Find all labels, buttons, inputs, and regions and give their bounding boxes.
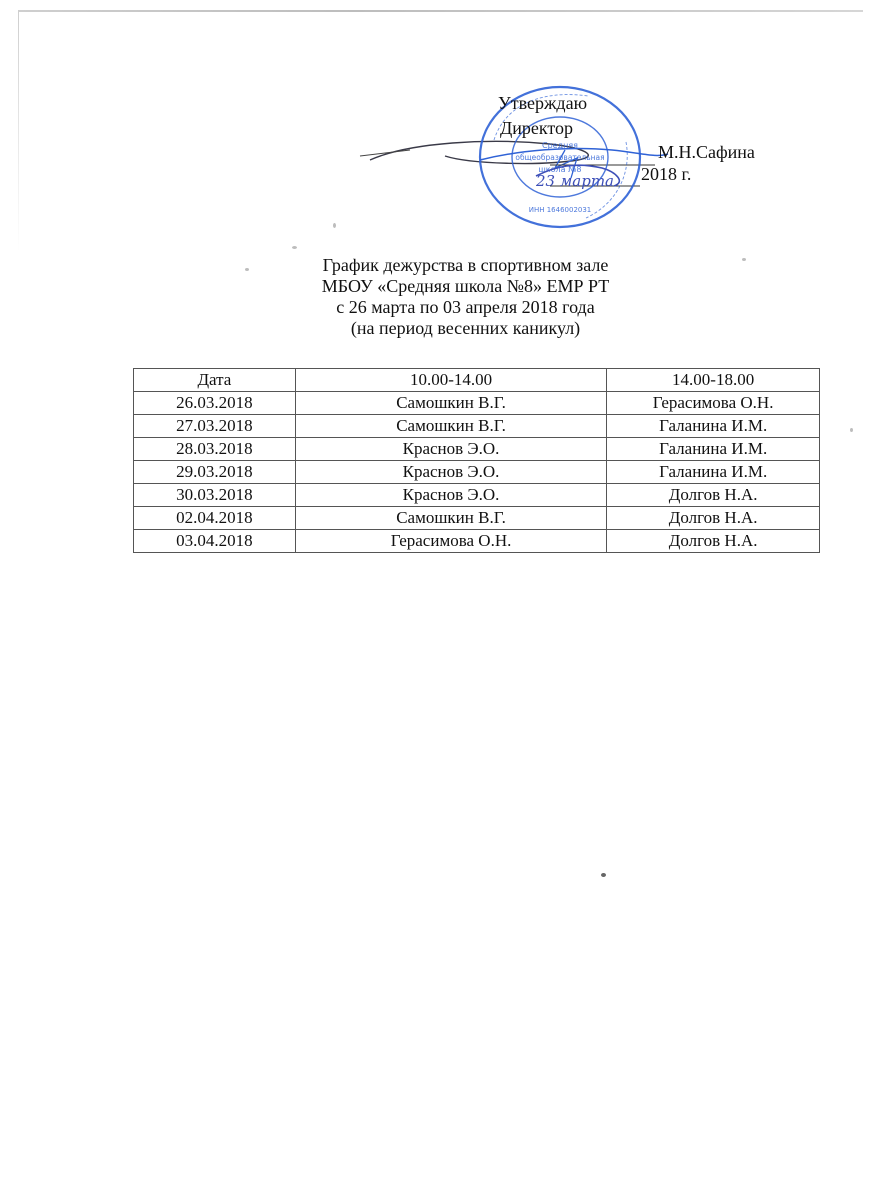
- cell-afternoon-duty: Галанина И.М.: [607, 461, 820, 484]
- cell-date: 29.03.2018: [134, 461, 296, 484]
- table-header-row: [134, 369, 820, 392]
- cell-afternoon-duty: Галанина И.М.: [607, 438, 820, 461]
- cell-afternoon-duty: Долгов Н.А.: [607, 507, 820, 530]
- cell-morning-duty: Краснов Э.О.: [295, 484, 606, 507]
- title-line-2: МБОУ «Средняя школа №8» ЕМР РТ: [321, 276, 610, 296]
- cell-afternoon-duty: Долгов Н.А.: [607, 484, 820, 507]
- scan-speck: [333, 223, 336, 228]
- cell-date: 02.04.2018: [134, 507, 296, 530]
- cell-afternoon-duty: Герасимова О.Н.: [607, 392, 820, 415]
- title-line-1: График дежурства в спортивном зале: [322, 255, 609, 275]
- header-afternoon-shift: 14.00-18.00: [607, 369, 820, 392]
- table-row: [134, 415, 820, 438]
- approval-block: [0, 0, 873, 240]
- stamp-signature-date: 23 марта: [536, 172, 615, 190]
- stamp-center-line-3: школа №8: [538, 165, 582, 174]
- cell-afternoon-duty: Галанина И.М.: [607, 415, 820, 438]
- duty-schedule-table: [133, 368, 820, 553]
- cell-morning-duty: Герасимова О.Н.: [295, 530, 606, 553]
- table-row: [134, 461, 820, 484]
- title-line-3: с 26 марта по 03 апреля 2018 года: [336, 297, 595, 317]
- scan-speck: [601, 873, 606, 877]
- approval-title: Утверждаю: [498, 93, 588, 113]
- approval-position: Директор: [500, 118, 574, 138]
- scan-speck: [292, 246, 297, 249]
- stamp-center-line-2: общеобразовательная: [515, 153, 605, 162]
- cell-morning-duty: Краснов Э.О.: [295, 461, 606, 484]
- table-row: [134, 392, 820, 415]
- stamp-center-line-1: Средняя: [542, 141, 578, 150]
- cell-morning-duty: Краснов Э.О.: [295, 438, 606, 461]
- cell-date: 26.03.2018: [134, 392, 296, 415]
- cell-morning-duty: Самошкин В.Г.: [295, 507, 606, 530]
- approval-date: 2018 г.: [641, 164, 692, 184]
- cell-date: 30.03.2018: [134, 484, 296, 507]
- director-name: М.Н.Сафина: [658, 142, 755, 162]
- table-row: [134, 507, 820, 530]
- cell-date: 28.03.2018: [134, 438, 296, 461]
- cell-date: 27.03.2018: [134, 415, 296, 438]
- stamp-inn: ИНН 1646002031: [528, 206, 592, 214]
- cell-date: 03.04.2018: [134, 530, 296, 553]
- scan-speck: [245, 268, 249, 271]
- header-morning-shift: 10.00-14.00: [295, 369, 606, 392]
- title-line-4: (на период весенних каникул): [350, 318, 581, 338]
- scan-speck: [742, 258, 746, 261]
- scan-speck: [850, 428, 853, 432]
- cell-afternoon-duty: Долгов Н.А.: [607, 530, 820, 553]
- cell-morning-duty: Самошкин В.Г.: [295, 415, 606, 438]
- table-row: [134, 438, 820, 461]
- table-row: [134, 484, 820, 507]
- cell-morning-duty: Самошкин В.Г.: [295, 392, 606, 415]
- table-row: [134, 530, 820, 553]
- document-title: [0, 255, 873, 339]
- header-date: Дата: [134, 369, 296, 392]
